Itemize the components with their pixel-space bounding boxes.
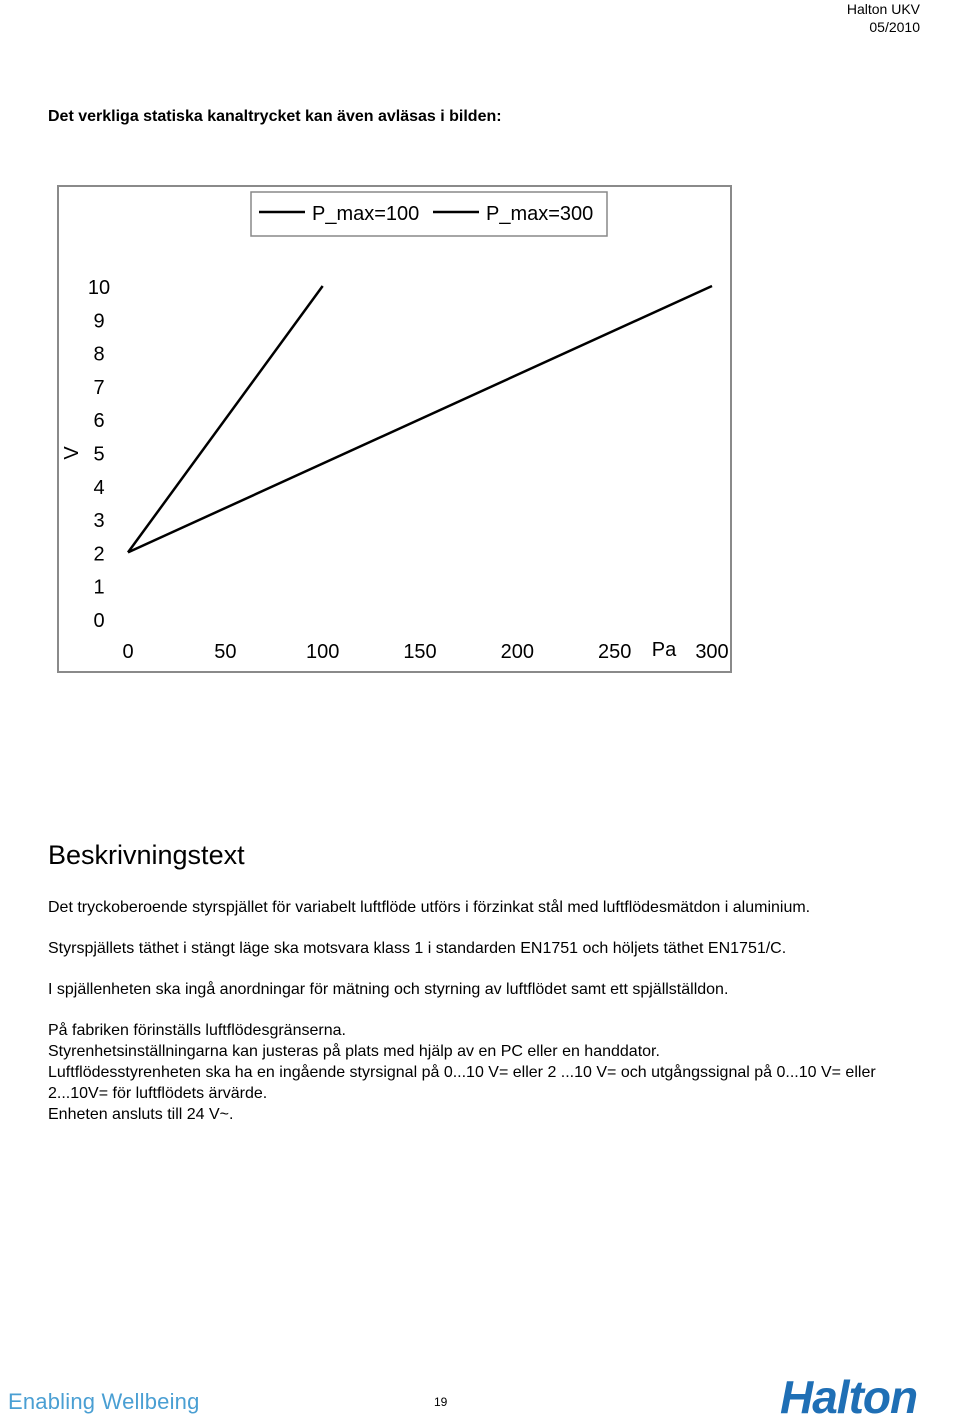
paragraph-3: I spjällenheten ska ingå anordningar för mätning och styrning av luftflödet samt ett spjällställdon. (48, 981, 729, 998)
x-tick-label: 0 (122, 641, 134, 663)
intro-text: Det verkliga statiska kanaltrycket kan även avläsas i bilden: (48, 108, 502, 125)
chart-legend (251, 192, 607, 236)
series-line (128, 286, 323, 552)
company-name: Halton UKV (846, 1, 920, 17)
paragraph-2: Styrspjällets täthet i stängt läge ska motsvara klass 1 i standarden EN1751 och höljets täthet EN1751/C. (48, 940, 787, 957)
paragraph-6: Luftflödesstyrenheten ska ha en ingående styrsignal på 0...10 V= eller 2 ...10 V= och utgångssignal på 0...10 V= eller 2...10V= för luftflödets ärvärde. (48, 1064, 876, 1102)
y-tick-label: 2 (93, 543, 105, 566)
logo-wordmark: Halton (780, 1375, 918, 1419)
y-tick-label: 5 (93, 443, 105, 466)
x-tick-label: 200 (500, 641, 535, 663)
x-axis-label: Pa (651, 639, 677, 661)
y-tick-label: 10 (87, 277, 111, 299)
chart-axes (61, 277, 729, 663)
paragraph-5: Styrenhetsinställningarna kan justeras på plats med hjälp av en PC eller en handdator. (48, 1043, 660, 1060)
y-tick-label: 0 (93, 610, 105, 632)
legend-label: P_max=300 (486, 203, 594, 225)
x-tick-label: 300 (695, 641, 729, 663)
x-tick-label: 50 (214, 641, 237, 663)
footer-slogan: Enabling Wellbeing (8, 1389, 200, 1414)
chart-lines (128, 286, 712, 552)
legend-label: P_max=100 (312, 203, 420, 225)
y-tick-label: 7 (93, 376, 105, 399)
y-axis-label: V (61, 446, 83, 460)
chart-svg (59, 187, 734, 675)
voltage-pressure-chart (57, 185, 732, 673)
page-header (847, 0, 920, 36)
document-date: 05/2010 (869, 19, 920, 35)
y-tick-label: 1 (93, 576, 105, 599)
x-tick-label: 250 (597, 641, 632, 663)
halton-logo-svg (780, 1375, 960, 1419)
y-tick-label: 8 (93, 343, 105, 366)
x-tick-label: 150 (403, 641, 437, 663)
series-line (128, 286, 712, 552)
y-tick-label: 6 (93, 410, 105, 433)
y-tick-label: 9 (93, 310, 105, 333)
halton-logo (780, 1375, 960, 1424)
x-tick-label: 100 (305, 641, 340, 663)
paragraph-4: På fabriken förinställs luftflödesgränserna. (48, 1022, 346, 1039)
page-number: 19 (434, 1395, 448, 1409)
y-tick-label: 3 (93, 510, 105, 533)
paragraph-1: Det tryckoberoende styrspjället för variabelt luftflöde utförs i förzinkat stål med luftflödesmätdon i aluminium. (48, 899, 811, 916)
section-title: Beskrivningstext (48, 840, 245, 870)
y-tick-label: 4 (93, 476, 105, 499)
paragraph-7: Enheten ansluts till 24 V~. (48, 1106, 234, 1123)
